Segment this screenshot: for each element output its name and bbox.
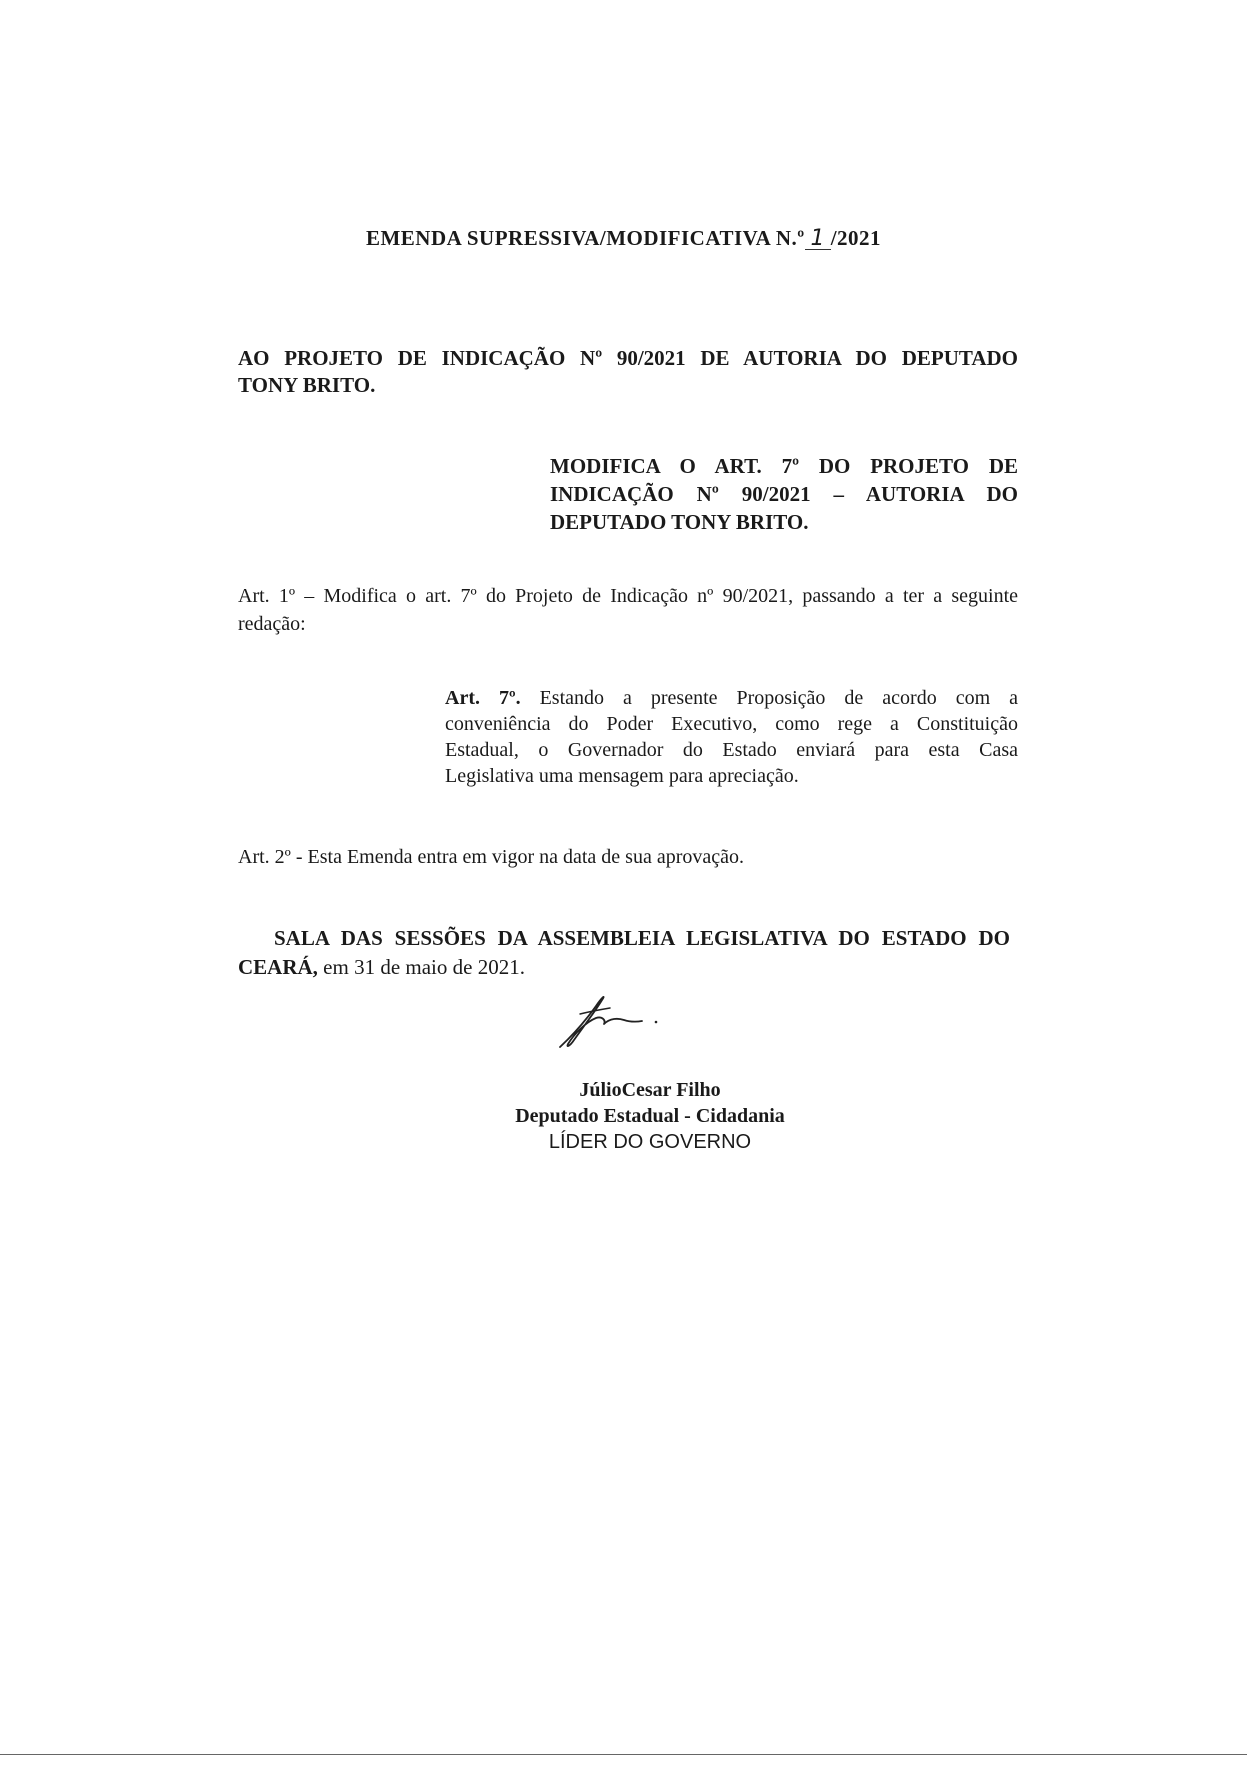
quoted-article-line1-text: Estando a presente Proposição de acordo com a bbox=[520, 687, 1018, 709]
ementa-secondary-line2: INDICAÇÃO Nº 90/2021 – AUTORIA DO bbox=[550, 482, 1018, 506]
signer-role: Deputado Estadual - Cidadania bbox=[515, 1105, 785, 1127]
signer-block bbox=[400, 1077, 900, 1155]
article-1-line2: redação: bbox=[238, 613, 306, 635]
ementa-secondary-line3: DEPUTADO TONY BRITO. bbox=[550, 510, 809, 534]
handwritten-signature bbox=[552, 992, 672, 1052]
document-title bbox=[0, 226, 1247, 251]
closing-line1: SALA DAS SESSÕES DA ASSEMBLEIA LEGISLATIVA DO ESTADO DO bbox=[274, 926, 1010, 950]
quoted-article-label: Art. 7º. bbox=[445, 687, 521, 709]
quoted-article-line3: Estadual, o Governador do Estado enviará para esta Casa bbox=[445, 739, 1018, 761]
ementa-main-line2: TONY BRITO. bbox=[238, 373, 376, 397]
article-1 bbox=[238, 582, 1018, 638]
closing-statement bbox=[238, 924, 1010, 982]
quoted-article-line1 bbox=[445, 685, 1018, 711]
title-prefix: EMENDA SUPRESSIVA/MODIFICATIVA N.º bbox=[365, 226, 805, 250]
quoted-article-line2: conveniência do Poder Executivo, como rege a Constituição bbox=[445, 713, 1018, 735]
quoted-article-7 bbox=[445, 685, 1018, 789]
signer-title: LÍDER DO GOVERNO bbox=[548, 1131, 752, 1153]
ementa-main-line1: AO PROJETO DE INDICAÇÃO Nº 90/2021 DE AUTORIA DO DEPUTADO bbox=[238, 346, 1018, 370]
ementa-main bbox=[238, 345, 1018, 399]
article-2: Art. 2º - Esta Emenda entra em vigor na data de sua aprovação. bbox=[238, 846, 744, 868]
ementa-secondary bbox=[550, 452, 1018, 536]
bottom-scan-line bbox=[0, 1754, 1247, 1755]
article-1-line1: Art. 1º – Modifica o art. 7º do Projeto de Indicação nº 90/2021, passando a ter a seguinte bbox=[238, 585, 1018, 607]
ementa-secondary-line1: MODIFICA O ART. 7º DO PROJETO DE bbox=[550, 454, 1018, 478]
closing-place: CEARÁ, bbox=[238, 955, 318, 979]
quoted-article-line4: Legislativa uma mensagem para apreciação. bbox=[445, 765, 799, 787]
closing-date: em 31 de maio de 2021. bbox=[317, 955, 525, 979]
handwritten-amendment-number: 1 bbox=[805, 229, 831, 250]
title-suffix: /2021 bbox=[830, 226, 882, 250]
signer-name: JúlioCesar Filho bbox=[579, 1079, 721, 1101]
